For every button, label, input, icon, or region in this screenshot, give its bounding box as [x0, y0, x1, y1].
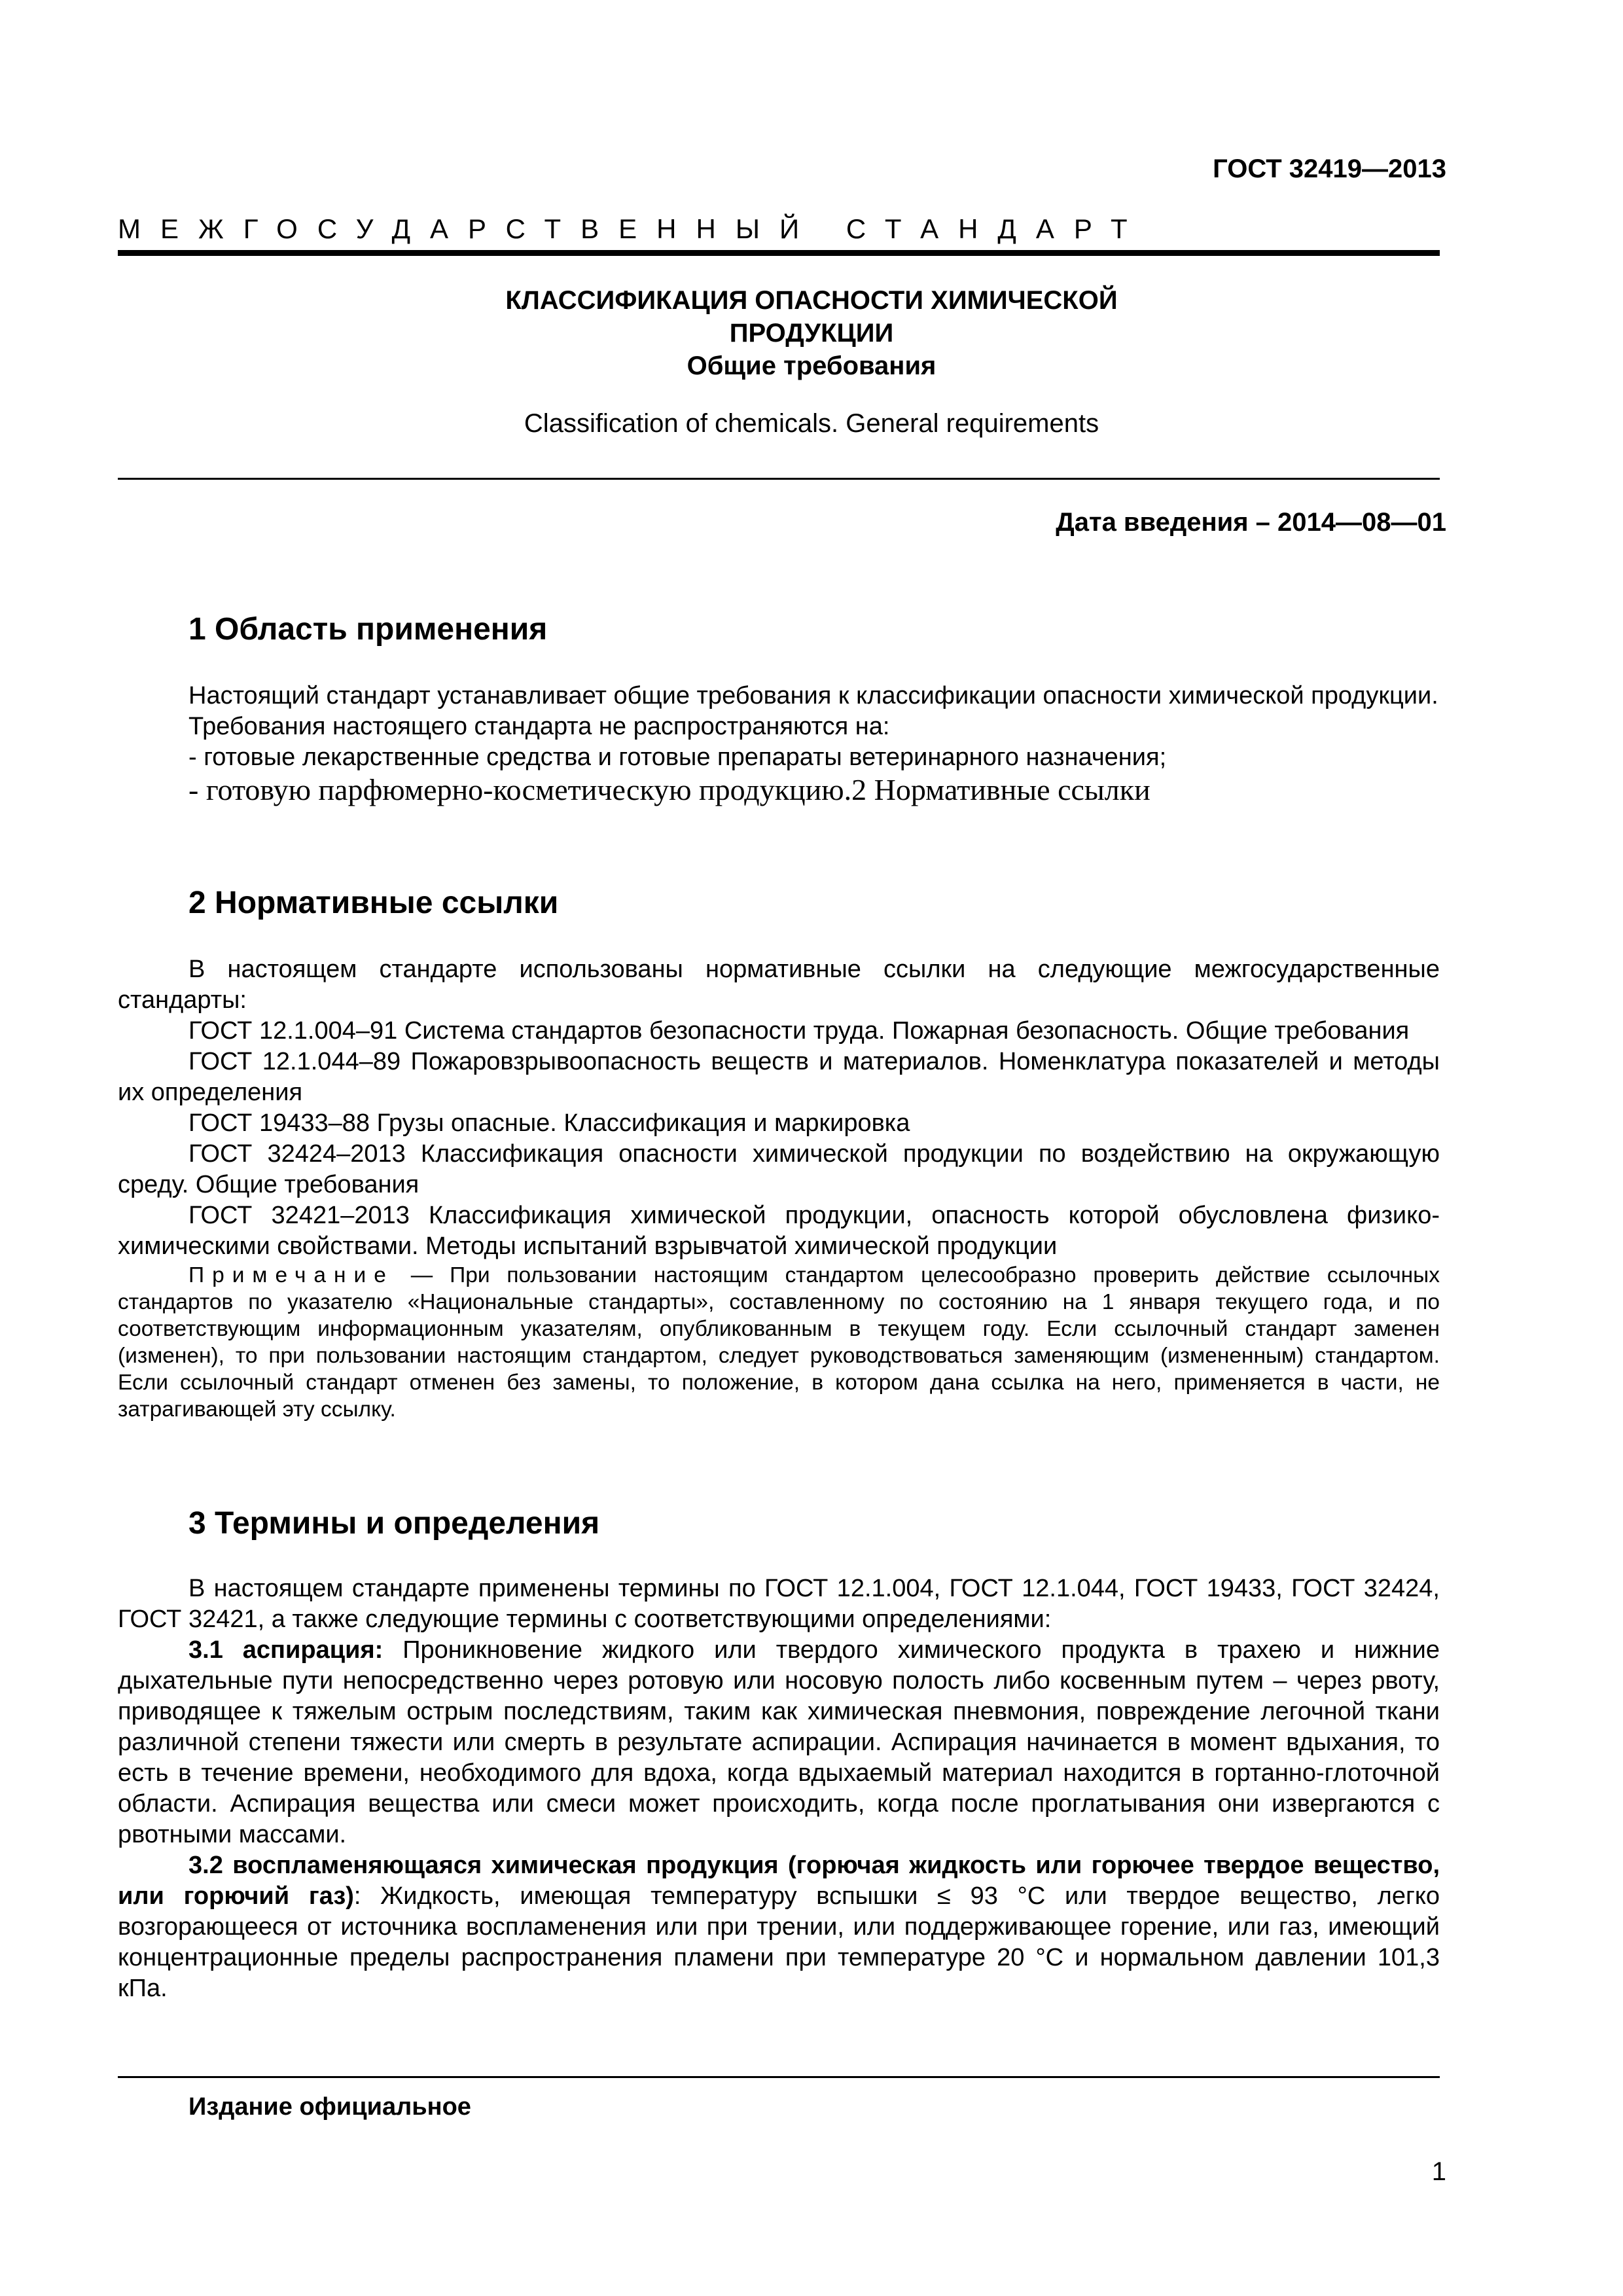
document-number: ГОСТ 32419—2013 — [1213, 154, 1446, 183]
normative-reference: ГОСТ 12.1.004–91 Система стандартов безопасности труда. Пожарная безопасность. Общие требования — [188, 1017, 1410, 1045]
normative-reference: ГОСТ 32421–2013 Классификация химической продукции, опасность которой обусловлена физико-химическими свойствами. Методы испытаний взрывчатой химической продукции — [118, 1202, 1440, 1260]
term-definition — [118, 1850, 1440, 2004]
term-label: 3.1 аспирация: — [188, 1636, 383, 1664]
normative-reference: ГОСТ 19433–88 Грузы опасные. Классификация и маркировка — [188, 1109, 910, 1137]
note-label: Примечание — [188, 1263, 394, 1287]
term-text: Проникновение жидкого или твердого химического продукта в трахею и нижние дыхательные пути непосредственно через ротовую или носовую полость либо косвенным путем – через рвоту, приводящее к тяжелым острым последствиям, таким как химическая пневмония, повреждение легочной ткани различной степени тяжести или смерть в результате аспирации. Аспирация начинается в момент вдыхания, то есть в течение времени, необходимого для вдоха, когда вдыхаемый материал находится в гортанно-глоточной области. Аспирация вещества или смеси может происходить, когда после проглатывания они извергаются с рвотными массами. — [118, 1636, 1440, 1848]
section-1-heading: 1 Область применения — [188, 612, 548, 647]
section-1-list-item: - готовую парфюмерно-косметическую продукцию.2 Нормативные ссылки — [188, 773, 1150, 806]
section-1-paragraph: Настоящий стандарт устанавливает общие требования к классификации опасности химической продукции. — [188, 682, 1438, 709]
title-line-1: КЛАССИФИКАЦИЯ ОПАСНОСТИ ХИМИЧЕСКОЙ — [505, 286, 1118, 315]
section-3-heading: 3 Термины и определения — [188, 1506, 600, 1541]
title-subtitle: Общие требования — [687, 351, 936, 380]
term-label: 3.2 воспламеняющаяся химическая продукция (горючая жидкость или горючее твердое вещество, или горючий газ) — [118, 1852, 1440, 1910]
normative-reference: ГОСТ 12.1.044–89 Пожаровзрывоопасность веществ и материалов. Номенклатура показателей и методы их определения — [118, 1048, 1440, 1106]
section-2-heading: 2 Нормативные ссылки — [188, 886, 559, 920]
term-definition — [118, 1635, 1440, 1850]
standard-type-header: МЕЖГОСУДАРСТВЕННЫЙ СТАНДАРТ — [118, 213, 1147, 244]
note-paragraph — [118, 1262, 1440, 1423]
section-1-list-item: - готовые лекарственные средства и готовые препараты ветеринарного назначения; — [188, 744, 1167, 771]
title-english: Classification of chemicals. General requirements — [524, 409, 1099, 438]
section-1-body — [118, 681, 1440, 807]
title-line-2: ПРОДУКЦИИ — [729, 319, 894, 348]
note-text: — При пользовании настоящим стандартом целесообразно проверить действие ссылочных стандартов по указателю «Национальные стандарты», составленному по состоянию на 1 января текущего года, и по соответствующим информационным указателям, опубликованным в текущем году. Если ссылочный стандарт заменен (изменен), то при пользовании настоящим стандартом, следует руководствоваться заменяющим (измененным) стандартом. Если ссылочный стандарт отменен без замены, то положение, в котором дана ссылка на него, применяется в части, не затрагивающей эту ссылку. — [118, 1263, 1440, 1422]
section-1-paragraph: Требования настоящего стандарта не распространяются на: — [188, 713, 890, 740]
footer-rule — [118, 2076, 1440, 2078]
edition-label: Издание официальное — [188, 2093, 471, 2121]
introduction-date: Дата введения – 2014—08—01 — [1056, 508, 1446, 537]
section-2-body — [118, 954, 1440, 1423]
section-3-paragraph: В настоящем стандарте применены термины по ГОСТ 12.1.004, ГОСТ 12.1.044, ГОСТ 19433, ГОСТ 32424, ГОСТ 32421, а также следующие термины с соответствующими определениями: — [118, 1575, 1440, 1633]
title-block — [118, 284, 1505, 440]
term-text: : Жидкость, имеющая температуру вспышки ≤ 93 °С или твердое вещество, легко возгорающееся от источника воспламенения или при трении, или поддерживающее горение, или газ, имеющий концентрационные пределы распространения пламени при температуре 20 °С и нормальном давлении 101,3 кПа. — [118, 1882, 1440, 2002]
section-3-body — [118, 1573, 1440, 2004]
normative-reference: ГОСТ 32424–2013 Классификация опасности химической продукции по воздействию на окружающую среду. Общие требования — [118, 1140, 1440, 1198]
page-number: 1 — [1431, 2157, 1446, 2186]
header-rule — [118, 250, 1440, 256]
section-2-paragraph: В настоящем стандарте использованы нормативные ссылки на следующие межгосударственные стандарты: — [118, 956, 1440, 1014]
title-rule — [118, 478, 1440, 480]
